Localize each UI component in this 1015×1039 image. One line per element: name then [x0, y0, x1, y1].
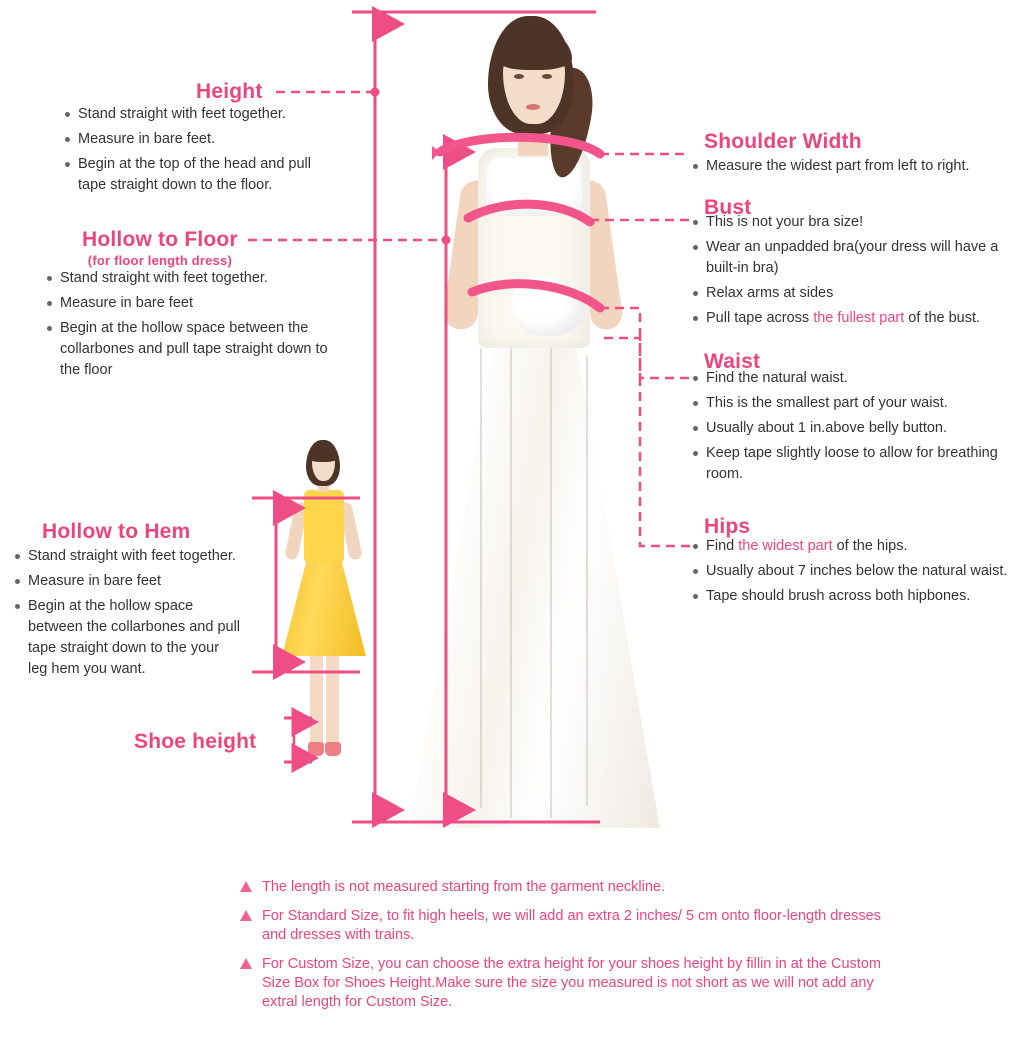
height-bullet-list	[62, 104, 342, 200]
hips-highlight: the widest part	[738, 538, 833, 554]
list-item: Measure in bare feet	[12, 571, 242, 592]
list-item: Stand straight with feet together.	[62, 104, 342, 125]
list-item: Relax arms at sides	[690, 283, 1010, 304]
mini-model-shoe	[308, 742, 324, 756]
hollow-to-hem-section	[42, 520, 190, 544]
list-item-hips-widest-part	[690, 536, 1010, 557]
mini-model-fringe	[308, 446, 338, 462]
skirt-fold	[510, 328, 512, 818]
note-text: For Custom Size, you can choose the extra height for your shoes height by fillin in at the Custom Size Box for Shoes Height.Make sure the size you measured is not short as we will not add any extral length for Custom Size.	[262, 956, 881, 1010]
list-item: Wear an unpadded bra(your dress will have a built-in bra)	[690, 237, 1010, 279]
list-item: This is the smallest part of your waist.	[690, 393, 1010, 414]
gown-skirt	[410, 308, 660, 828]
list-item: Begin at the hollow space between the collarbones and pull tape straight down to the floor	[44, 318, 334, 381]
shoulder-width-title: Shoulder Width	[704, 130, 862, 153]
bust-prefix: Pull tape across	[706, 310, 814, 326]
skirt-fold	[480, 348, 482, 808]
skirt-fold	[586, 356, 588, 806]
list-item: Begin at the top of the head and pull tape straight down to the floor.	[62, 154, 342, 196]
bust-highlight: the fullest part	[813, 310, 905, 326]
list-item: Measure in bare feet.	[62, 129, 342, 150]
height-title: Height	[196, 80, 263, 103]
hollow-to-floor-title: Hollow to Floor	[82, 228, 238, 251]
list-item: This is not your bra size!	[690, 212, 1010, 233]
shoulder-width-bullet-list	[690, 146, 1010, 181]
bust-bullet-list	[690, 212, 1010, 333]
bust-title: Bust	[704, 196, 752, 219]
list-item: Find the natural waist.	[690, 368, 1010, 389]
yellow-dress-bodice	[304, 490, 344, 562]
hollow-to-floor-bullet-list	[44, 268, 334, 385]
shoe-height-section	[134, 730, 256, 754]
hollow-to-hem-bullet-list	[12, 546, 242, 684]
waist-title: Waist	[704, 350, 761, 373]
waist-bullet-list	[690, 368, 1010, 489]
list-item: Stand straight with feet together.	[12, 546, 242, 567]
list-item: Measure in bare feet	[44, 293, 334, 314]
skirt-fold	[550, 328, 552, 818]
list-item: Keep tape slightly loose to allow for breathing room.	[690, 443, 1010, 485]
mini-model-leg	[326, 652, 339, 748]
yellow-dress-skirt	[282, 558, 366, 656]
shoe-height-title: Shoe height	[134, 730, 257, 753]
model-illustration	[340, 0, 690, 840]
short-dress-model-figure	[268, 440, 378, 770]
note-item	[240, 907, 900, 945]
list-item: Usually about 7 inches below the natural waist.	[690, 561, 1010, 582]
mini-model-shoe	[325, 742, 341, 756]
list-item-bust-fullest-part	[690, 308, 1010, 329]
list-item: Usually about 1 in.above belly button.	[690, 418, 1010, 439]
model-lips	[526, 104, 540, 110]
hips-bullet-list	[690, 536, 1010, 611]
warning-triangle-icon	[240, 958, 252, 969]
list-item: Begin at the hollow space between the collarbones and pull tape straight down to the your leg hem you want.	[12, 596, 242, 680]
hollow-to-floor-subtitle: (for floor length dress)	[87, 253, 232, 268]
height-section	[196, 80, 263, 104]
hollow-to-hem-title: Hollow to Hem	[42, 520, 191, 543]
model-eye-right	[542, 74, 552, 79]
note-item	[240, 955, 900, 1012]
tall-model-figure	[400, 8, 650, 828]
hips-suffix: of the hips.	[832, 538, 908, 554]
bust-suffix: of the bust.	[904, 310, 981, 326]
footer-notes	[240, 878, 900, 1022]
mini-model-leg	[310, 652, 323, 748]
list-item: Measure the widest part from left to right.	[690, 156, 1010, 177]
warning-triangle-icon	[240, 881, 252, 892]
hips-title: Hips	[704, 515, 751, 538]
hips-prefix: Find	[706, 538, 739, 554]
hollow-to-floor-section	[82, 228, 238, 268]
list-item: Tape should brush across both hipbones.	[690, 586, 1010, 607]
list-item: Stand straight with feet together.	[44, 268, 334, 289]
note-text: For Standard Size, to fit high heels, we will add an extra 2 inches/ 5 cm onto floor-length dresses and dresses with trains.	[262, 908, 881, 943]
warning-triangle-icon	[240, 910, 252, 921]
model-eye-left	[514, 74, 524, 79]
note-item	[240, 878, 900, 897]
note-text: The length is not measured starting from the garment neckline.	[262, 879, 665, 895]
